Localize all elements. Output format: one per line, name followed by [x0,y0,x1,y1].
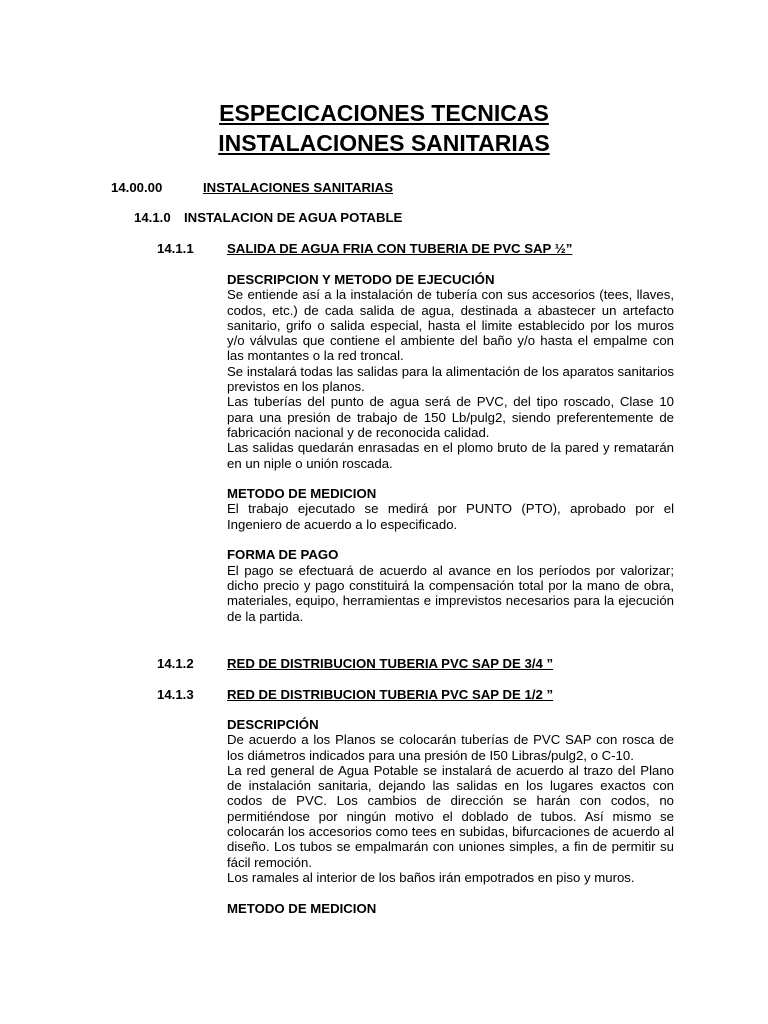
section-number: 14.1.0 [134,210,171,225]
description-paragraph: Las salidas quedarán enrasadas en el plomo bruto de la pared y rematarán en un niple o unión roscada. [227,440,674,471]
item-number: 14.1.1 [157,241,194,256]
description-paragraph: Los ramales al interior de los baños irán empotrados en piso y muros. [227,869,635,885]
item-body-14-1-1 [227,272,674,624]
description-paragraph: Se entiende así a la instalación de tubería con sus accesorios (tees, llaves, codos, etc.) de cada salida de agua, destinada a abastecer un artefacto sanitario, grifo o salida especial, hasta el limite establecido por los muros y/o válvulas que contiene el ambiente del baño y/o hasta el empalme con las montantes o la red troncal. [227,287,674,364]
section-label: INSTALACION DE AGUA POTABLE [184,210,403,225]
description-paragraph: De acuerdo a los Planos se colocarán tuberías de PVC SAP con rosca de los diámetros indicados para una presión de I50 Libras/pulg2, o C-10. [227,732,674,763]
item-number: 14.1.2 [157,656,194,671]
description-paragraph: Las tuberías del punto de agua será de PVC, del tipo roscado, Clase 10 para una presión de trabajo de 150 Lb/pulg2, siendo preferentemente de fabricación nacional y de reconocida calidad. [227,394,674,440]
item-label: RED DE DISTRIBUCION TUBERIA PVC SAP DE 1/2 ” [227,687,554,702]
section-label: INSTALACIONES SANITARIAS [203,180,393,195]
description-paragraph: Se instalará todas las salidas para la alimentación de los aparatos sanitarios previstos en los planos. [227,363,674,395]
description-paragraph: La red general de Agua Potable se instalará de acuerdo al trazo del Plano de instalación sanitaria, dejando las salidas en los lugares exactos con codos de PVC. Los cambios de dirección se harán con codos, no permitiéndose por ningún motivo el doblado de tubos. Así mismo se colocarán los accesorios como tees en subidas, bifurcaciones de acuerdo al diseño. Los tubos se empalmarán con uniones simples, a fin de permitir su fácil remoción. [227,762,674,870]
description-heading: DESCRIPCION Y METODO DE EJECUCIÓN [227,272,495,287]
description-heading: DESCRIPCIÓN [227,717,319,732]
measurement-heading: METODO DE MEDICION [227,486,377,502]
measurement-text: El trabajo ejecutado se medirá por PUNTO (PTO), aprobado por el Ingeniero de acuerdo a lo especificado. [227,501,674,532]
item-label: SALIDA DE AGUA FRIA CON TUBERIA DE PVC SAP ½” [227,241,573,256]
item-body-14-1-3 [227,717,674,916]
document-title-line-1: ESPECICACIONES TECNICAS [219,100,549,126]
payment-text: El pago se efectuará de acuerdo al avance en los períodos por valorizar; dicho precio y pago constituirá la compensación total por la mano de obra, materiales, equipo, herramientas e imprevistos necesarios para la ejecución de la partida. [227,562,674,624]
item-label: RED DE DISTRIBUCION TUBERIA PVC SAP DE 3/4 ” [227,656,554,671]
item-number: 14.1.3 [157,687,194,702]
measurement-heading: METODO DE MEDICION [227,900,377,916]
payment-heading: FORMA DE PAGO [227,547,339,563]
section-number: 14.00.00 [111,180,163,195]
document-title-line-2: INSTALACIONES SANITARIAS [218,130,550,156]
